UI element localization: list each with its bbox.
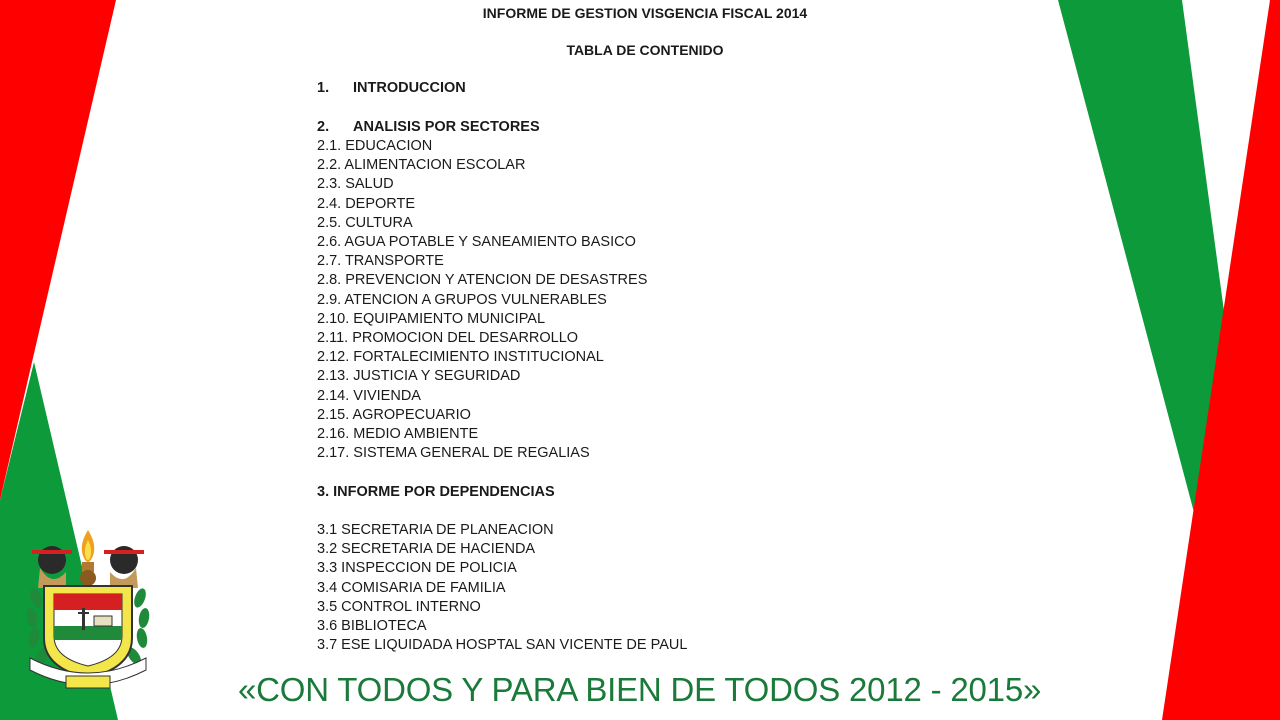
section-label: INTRODUCCION <box>353 80 466 96</box>
toc-title: TABLA DE CONTENIDO <box>566 42 724 58</box>
toc-item: 3.7 ESE LIQUIDADA HOSPTAL SAN VICENTE DE PAUL <box>317 637 688 653</box>
toc-item: 3.1 SECRETARIA DE PLANEACION <box>317 522 554 538</box>
toc-item: 2.10. EQUIPAMIENTO MUNICIPAL <box>317 311 546 327</box>
toc-item: 2.9. ATENCION A GRUPOS VULNERABLES <box>317 292 607 308</box>
toc-item: 2.5. CULTURA <box>317 215 413 231</box>
section-number: 1. <box>317 80 330 96</box>
toc-item: 2.7. TRANSPORTE <box>317 253 444 269</box>
flame-icon <box>80 530 96 586</box>
toc-item: 2.3. SALUD <box>317 176 394 192</box>
toc-item: 2.17. SISTEMA GENERAL DE REGALIAS <box>317 445 590 461</box>
toc-item: 3.5 CONTROL INTERNO <box>317 599 481 615</box>
toc-item: 2.1. EDUCACION <box>317 138 433 154</box>
document-title: INFORME DE GESTION VISGENCIA FISCAL 2014 <box>482 5 808 21</box>
toc-item: 2.6. AGUA POTABLE Y SANEAMIENTO BASICO <box>317 234 636 250</box>
municipal-crest-logo <box>22 528 154 690</box>
tenza-scroll <box>66 676 110 688</box>
shield-icon <box>44 586 132 678</box>
toc-section-introduccion <box>317 80 466 97</box>
toc-item: 3.4 COMISARIA DE FAMILIA <box>317 580 506 596</box>
section-number: 2. <box>317 119 330 135</box>
toc-section-analisis <box>317 119 540 136</box>
toc-item: 2.15. AGROPECUARIO <box>317 407 471 423</box>
left-red-stripe <box>0 0 116 500</box>
toc-item: 3.6 BIBLIOTECA <box>317 618 427 634</box>
section-label: ANALISIS POR SECTORES <box>353 119 540 135</box>
toc-item: 2.14. VIVIENDA <box>317 388 421 404</box>
toc-item: 2.11. PROMOCION DEL DESARROLLO <box>317 330 579 346</box>
toc-item: 2.8. PREVENCION Y ATENCION DE DESASTRES <box>317 272 648 288</box>
toc-item: 2.4. DEPORTE <box>317 196 416 212</box>
toc-item: 3.2 SECRETARIA DE HACIENDA <box>317 541 536 557</box>
toc-item: 2.16. MEDIO AMBIENTE <box>317 426 479 442</box>
toc-item: 2.13. JUSTICIA Y SEGURIDAD <box>317 368 521 384</box>
toc-item: 3.3 INSPECCION DE POLICIA <box>317 560 517 576</box>
toc-item: 2.2. ALIMENTACION ESCOLAR <box>317 157 526 173</box>
campaign-slogan: «CON TODOS Y PARA BIEN DE TODOS 2012 - 2015» <box>238 671 1042 708</box>
toc-item: 2.12. FORTALECIMIENTO INSTITUCIONAL <box>317 349 604 365</box>
toc-section-dependencias: 3. INFORME POR DEPENDENCIAS <box>317 484 555 500</box>
